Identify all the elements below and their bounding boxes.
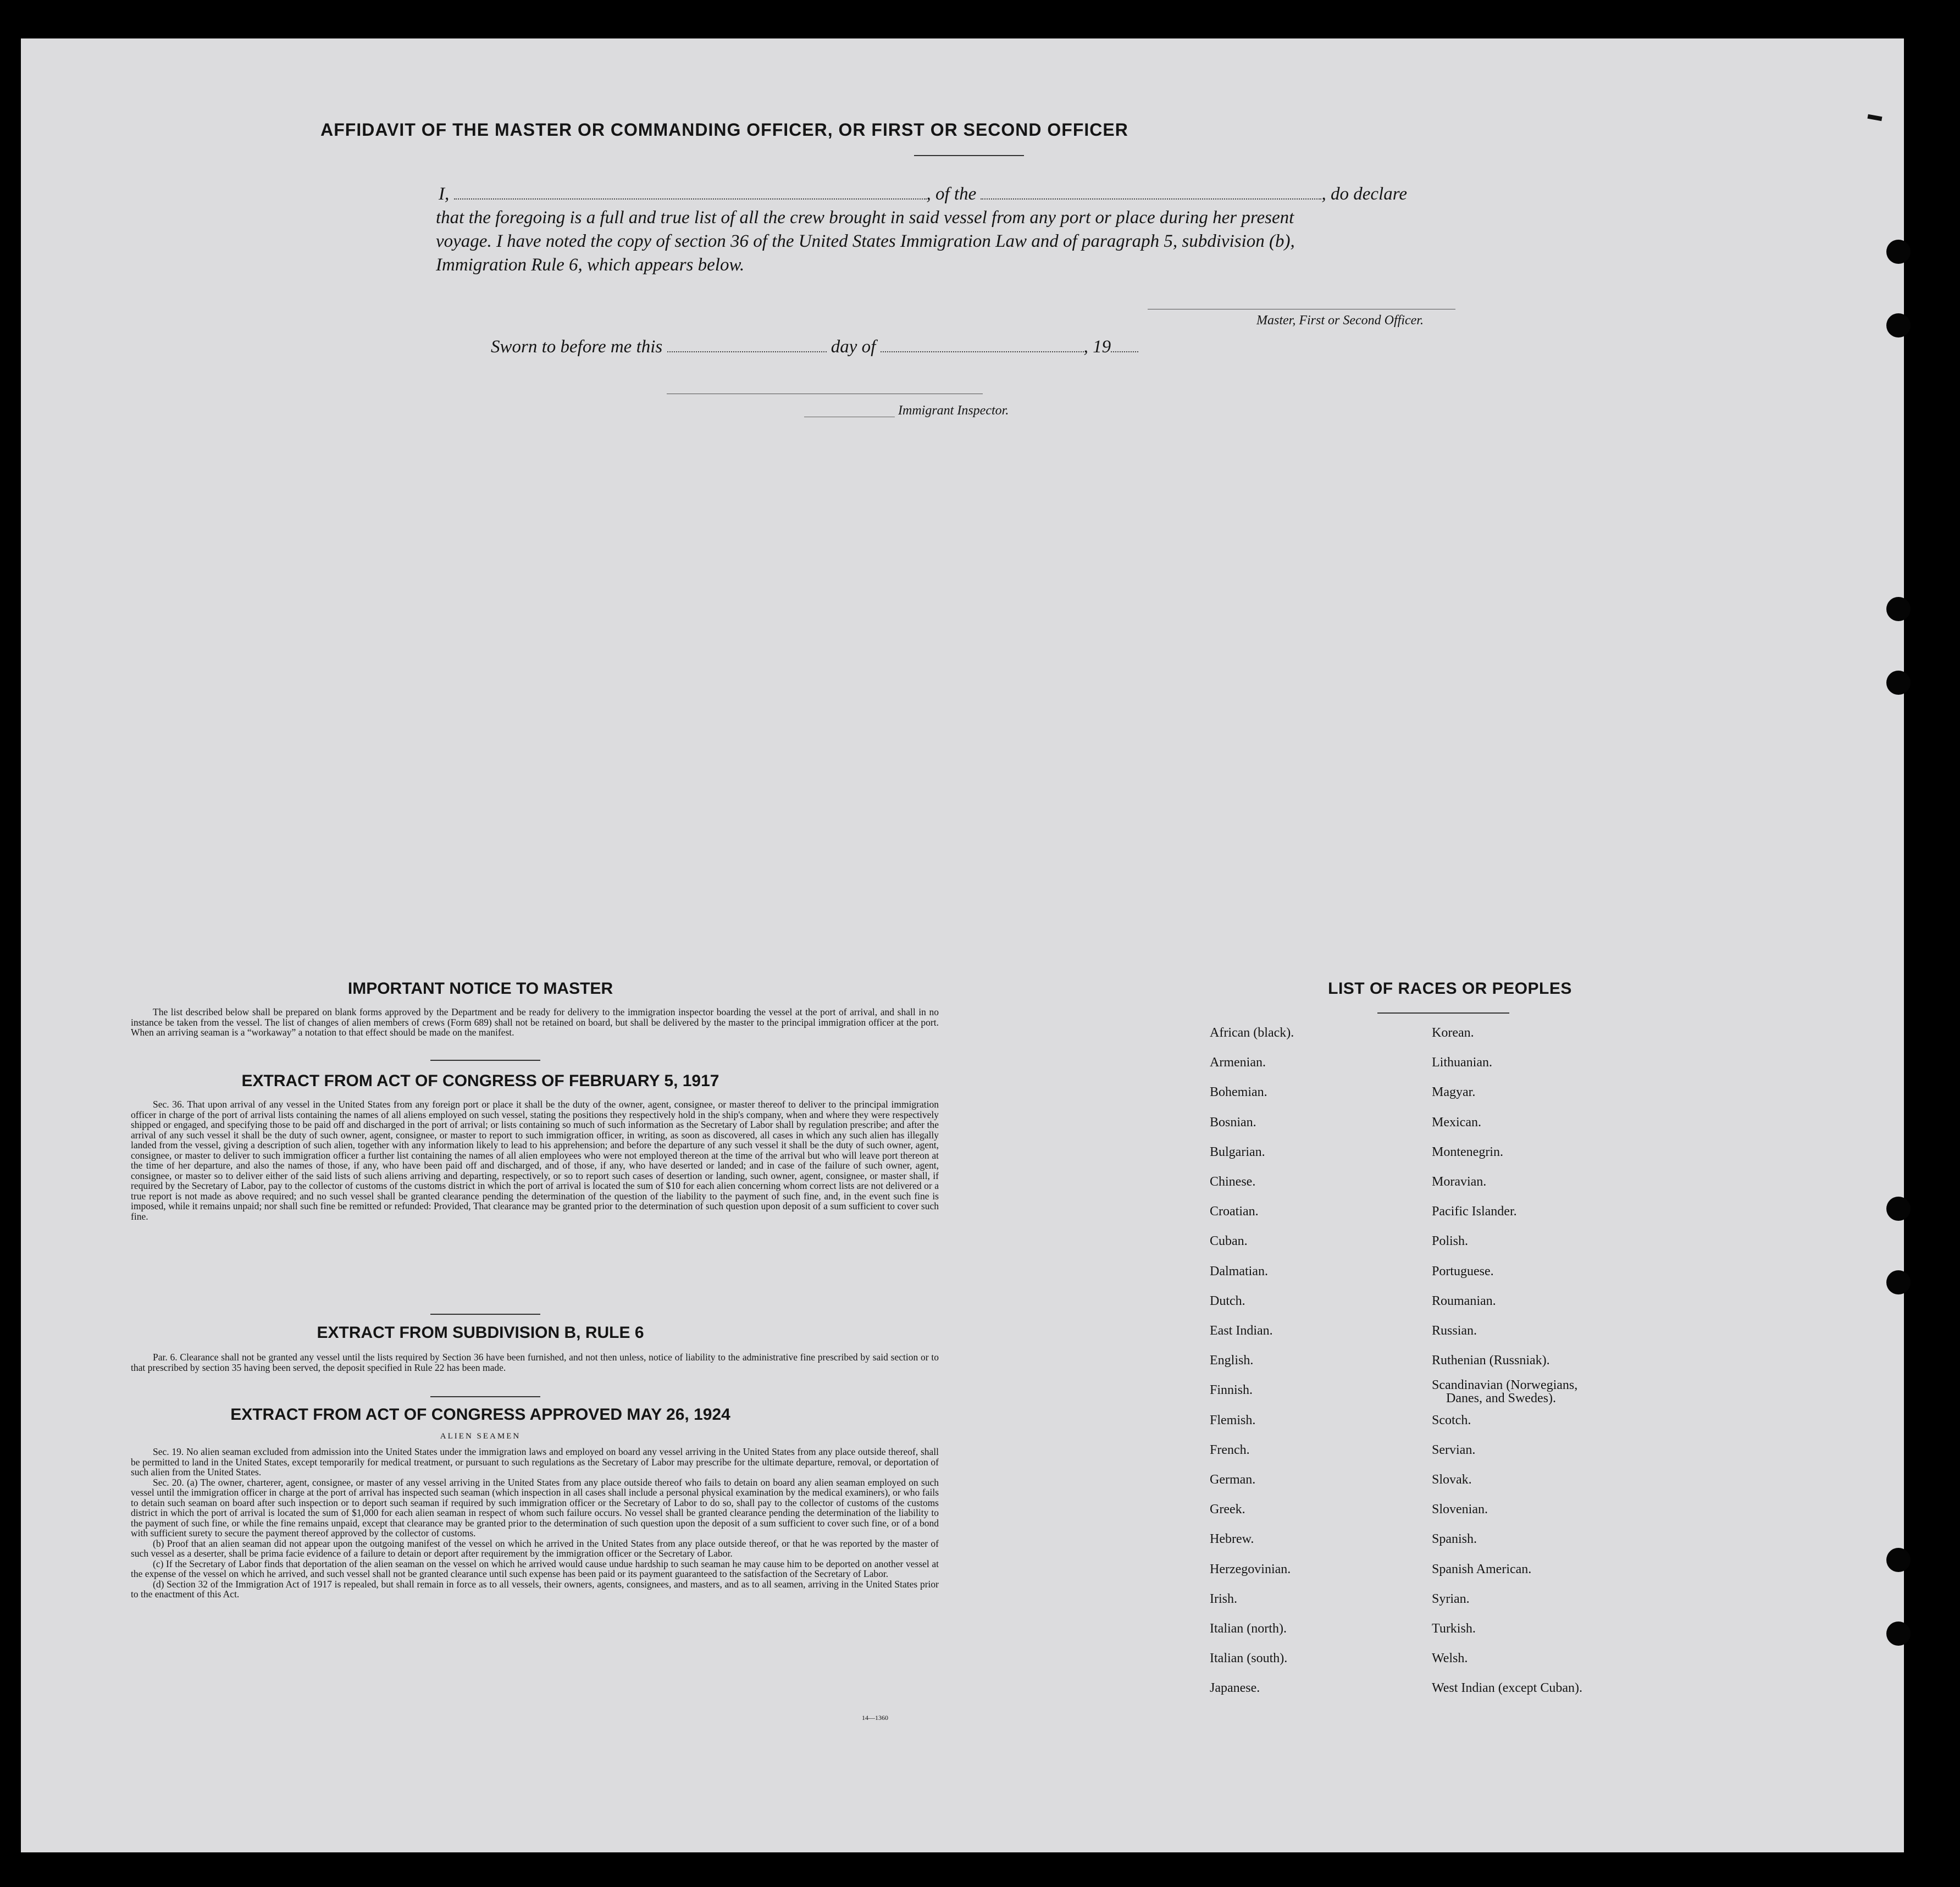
race-item-line: Scandinavian (Norwegians, — [1432, 1378, 1578, 1393]
race-item: West Indian (except Cuban). — [1432, 1681, 1582, 1696]
race-item: Ruthenian (Russniak). — [1432, 1353, 1550, 1368]
race-item: Irish. — [1210, 1591, 1237, 1606]
race-item: Mexican. — [1432, 1115, 1481, 1130]
do-declare-label: , do declare — [1321, 184, 1407, 204]
extract-1917-title: EXTRACT FROM ACT OF CONGRESS OF FEBRUARY 5, 1917 — [241, 1072, 719, 1090]
par-6-paragraph: Par. 6. Clearance shall not be granted any vessel until the lists required by Section 36 have been furnished, and not then unless, notice of liability to the administrative fine prescribed by said section or to that prescribed by section 35 having been served, the deposit specified in Rule 22 has been made. — [131, 1352, 939, 1373]
race-item: Welsh. — [1432, 1651, 1468, 1666]
section-divider — [430, 1060, 540, 1061]
race-item: East Indian. — [1210, 1324, 1273, 1338]
master-signature-label: Master, First or Second Officer. — [1256, 313, 1424, 328]
notice-paragraph: The list described below shall be prepared on blank forms approved by the Department and be ready for delivery to the immigration inspector boarding the vessel at the port of arrival, and shall in no instance be taken from the vessel. The list of changes of alien members of crews (Form 689) shall not be retained on board, but shall be delivered by the master to the principal immigration officer at the port. When an arriving seaman is a “workaway” a notation to that effect should be made on the manifest. — [131, 1006, 939, 1038]
sworn-line — [491, 335, 1260, 359]
race-item: Bohemian. — [1210, 1085, 1267, 1100]
inspector-label: Immigrant Inspector. — [898, 403, 1009, 418]
sec-19-paragraph: Sec. 19. No alien seaman excluded from admission into the United States under the immigration laws and employed on board any vessel arriving in the United States from any place outside thereof, shall be permitted to land in the United States, except temporarily for medical treatment, or pursuant to such regulations as the Secretary of Labor may prescribe for the ultimate departure, removal, or deportation of such alien from the United States. — [131, 1446, 939, 1477]
race-item: Syrian. — [1432, 1591, 1470, 1606]
race-item: Dutch. — [1210, 1293, 1245, 1308]
race-item: Servian. — [1432, 1442, 1476, 1457]
vessel-name-blank[interactable] — [981, 198, 1321, 200]
sworn-month-blank[interactable] — [881, 351, 1084, 352]
punch-hole — [1886, 1197, 1911, 1221]
punch-hole — [1886, 671, 1911, 695]
race-item: Herzegovinian. — [1210, 1562, 1291, 1576]
race-item: English. — [1210, 1353, 1254, 1368]
race-item: French. — [1210, 1442, 1250, 1457]
day-of-label: day of — [830, 337, 876, 357]
affidavit-line-3: voyage. I have noted the copy of section 36 of the United States Immigration Law and of paragraph 5, subdivision (b), — [436, 231, 1295, 251]
section-divider — [430, 1396, 540, 1397]
affidavit-i-label: I, — [439, 184, 450, 204]
sworn-year-blank[interactable] — [1111, 351, 1138, 352]
race-item: Armenian. — [1210, 1055, 1266, 1070]
race-item: Magyar. — [1432, 1085, 1476, 1100]
punch-hole — [1886, 1548, 1911, 1572]
races-left-column — [1210, 1018, 1294, 1703]
race-item: Bosnian. — [1210, 1115, 1256, 1130]
race-item: Turkish. — [1432, 1622, 1476, 1636]
of-the-label: , of the — [926, 184, 977, 204]
year-prefix-label: , 19 — [1083, 337, 1111, 357]
affidavit-line-1 — [439, 182, 1527, 206]
sworn-day-blank[interactable] — [667, 351, 827, 352]
extract-1924-title: EXTRACT FROM ACT OF CONGRESS APPROVED MAY 26, 1924 — [230, 1405, 730, 1424]
race-item: Pacific Islander. — [1432, 1204, 1517, 1219]
sworn-label: Sworn to before me this — [491, 337, 663, 357]
race-item: Chinese. — [1210, 1175, 1256, 1189]
sec-20c-paragraph: (c) If the Secretary of Labor finds that deportation of the alien seaman on the vessel on which he arrived would cause undue hardship to such seaman he may cause him to be deported on another vessel at the expense of the vessel on which he arrived, and such vessel shall not be granted clearance until such expense has been paid or its payment guaranteed to the satisfaction of the Secretary of Labor. — [131, 1558, 939, 1579]
race-item: Lithuanian. — [1432, 1055, 1492, 1070]
race-item: Flemish. — [1210, 1413, 1256, 1427]
sec-20a-paragraph: Sec. 20. (a) The owner, charterer, agent, consignee, or master of any vessel arriving in the United States from any place outside thereof who fails to detain on board any alien seaman employed on such vessel until the immigration officer in charge at the port of arrival has inspected such seaman (which inspection in all cases shall include a personal physical examination by the medical examiners), or who fails to detain such seaman on board after such inspection or to deport such seaman if required by such immigration officer or the Secretary of Labor to do so, shall pay to the collector of customs of the customs district in which the port of arrival is located the sum of $1,000 for each alien seaman in respect of whom such failure occurs. No vessel shall be granted clearance pending the determination of the liability to the payment of such fine, or while the fine remains unpaid, except that clearance may be granted prior to the determination of such question upon the deposit of a sum sufficient to cover such fine, or of a bond with sufficient surety to secure the payment thereof approved by the collector of customs. — [131, 1476, 939, 1539]
race-item: Hebrew. — [1210, 1532, 1254, 1547]
race-item: Japanese. — [1210, 1681, 1260, 1696]
alien-seamen-subtitle: ALIEN SEAMEN — [440, 1432, 521, 1441]
punch-hole — [1886, 313, 1911, 337]
sec-20d-paragraph: (d) Section 32 of the Immigration Act of 1917 is repealed, but shall remain in force as to all vessels, their owners, agents, consignees, and masters, and as to all seamen, arriving in the United States prior to the enactment of this Act. — [131, 1578, 939, 1600]
punch-hole — [1886, 1622, 1911, 1646]
race-item: Cuban. — [1210, 1234, 1248, 1249]
race-item: Korean. — [1432, 1026, 1474, 1040]
section-36-paragraph: Sec. 36. That upon arrival of any vessel in the United States from any foreign port or place it shall be the duty of the owner, agent, consignee, or master thereof to deliver to the principal immigration officer in charge of the port of arrival lists containing the names of all aliens employed on such vessel, stating the positions they respectively hold in the ship's company, when and where they were respectively shipped or engaged, and specifying those to be paid off and discharged in the port of arrival; or lists containing so much of such information as the Secretary of Labor shall by regulation prescribe; and after the arrival of any such vessel it shall be the duty of such owner, agent, consignee, or master to report to such immigration officer, in writing, as soon as discovered, all cases in which any such alien has illegally landed from the vessel, giving a description of such alien, together with any information likely to lead to his apprehension; and before the departure of any such vessel it shall be the duty of such owner, agent, consignee, or master to deliver to such immigration officer a further list containing the names of all alien employees who were not employed thereon at the time of the arrival but who will leave port thereon at the time of her departure, and also the names of those, if any, who have been paid off and discharged, and of those, if any, who have deserted or landed; and in case of the failure of such owner, agent, consignee, or master so to deliver either of the said lists of such aliens arriving and departing, respectively, or so to report such cases of desertion or landing, such owner, agent, consignee, or master shall, if required by the Secretary of Labor, pay to the collector of customs of the customs district in which the port of arrival is located the sum of $10 for each alien concerning whom correct lists are not delivered or a true report is not made as above required; and no such vessel shall be granted clearance pending the determination of the question of the liability to the payment of such fine, and, in the event such fine is imposed, while it remains unpaid; nor shall such fine be remitted or refunded: Provided, That clearance may be granted prior to the determination of such question upon deposit of a sum sufficient to cover such fine. — [131, 1099, 939, 1222]
affidavit-title: AFFIDAVIT OF THE MASTER OR COMMANDING OFFICER, OR FIRST OR SECOND OFFICER — [320, 120, 1128, 140]
race-item: Dalmatian. — [1210, 1264, 1268, 1279]
notice-title: IMPORTANT NOTICE TO MASTER — [347, 980, 613, 998]
section-divider — [430, 1314, 540, 1315]
race-item: Moravian. — [1432, 1175, 1487, 1189]
sec-20b-paragraph: (b) Proof that an alien seaman did not appear upon the outgoing manifest of the vessel on which he arrived in the United States from any place outside thereof, or that he was reported by the master of such vessel as a deserter, shall be prima facie evidence of a failure to detain or deport after requirement by the immigration officer or the Secretary of Labor. — [131, 1537, 939, 1559]
race-item: Spanish American. — [1432, 1562, 1532, 1576]
races-title-underline — [1377, 1012, 1509, 1014]
races-title: LIST OF RACES OR PEOPLES — [1328, 980, 1572, 998]
race-item: Greek. — [1210, 1502, 1245, 1517]
declarant-name-blank[interactable] — [454, 198, 927, 200]
race-item: Montenegrin. — [1432, 1144, 1503, 1159]
race-item: Slovak. — [1432, 1473, 1472, 1487]
race-item: Italian (south). — [1210, 1651, 1288, 1666]
race-item: Russian. — [1432, 1324, 1477, 1338]
race-item: Slovenian. — [1432, 1502, 1488, 1517]
notice-text — [131, 1007, 939, 1038]
race-item: Roumanian. — [1432, 1293, 1496, 1308]
form-number: 14—1360 — [862, 1714, 888, 1722]
race-item: Bulgarian. — [1210, 1144, 1265, 1159]
race-item: Spanish. — [1432, 1532, 1477, 1547]
race-item: Scotch. — [1432, 1413, 1471, 1427]
race-item: Finnish. — [1210, 1383, 1253, 1398]
races-right-column — [1432, 1018, 1582, 1703]
punch-hole — [1886, 597, 1911, 621]
title-underline — [914, 155, 1024, 156]
extract-1924-text — [131, 1447, 939, 1600]
race-item: Italian (north). — [1210, 1622, 1287, 1636]
race-item: African (black). — [1210, 1026, 1294, 1040]
punch-hole — [1886, 240, 1911, 264]
corner-mark — [1868, 114, 1883, 121]
document-page — [21, 38, 1904, 1852]
race-item: Portuguese. — [1432, 1264, 1494, 1279]
punch-hole — [1886, 1270, 1911, 1294]
race-item: German. — [1210, 1473, 1256, 1487]
race-item-scandinavian — [1432, 1375, 1582, 1405]
race-item-line: Danes, and Swedes). — [1446, 1391, 1556, 1406]
affidavit-line-4: Immigration Rule 6, which appears below. — [436, 255, 745, 275]
extract-1917-text — [131, 1099, 939, 1221]
race-item: Croatian. — [1210, 1204, 1259, 1219]
extract-rule6-title: EXTRACT FROM SUBDIVISION B, RULE 6 — [317, 1324, 644, 1342]
race-item: Polish. — [1432, 1234, 1469, 1249]
affidavit-line-2: that the foregoing is a full and true list of all the crew brought in said vessel from any port or place during her present — [436, 208, 1294, 228]
extract-rule6-text — [131, 1352, 939, 1373]
